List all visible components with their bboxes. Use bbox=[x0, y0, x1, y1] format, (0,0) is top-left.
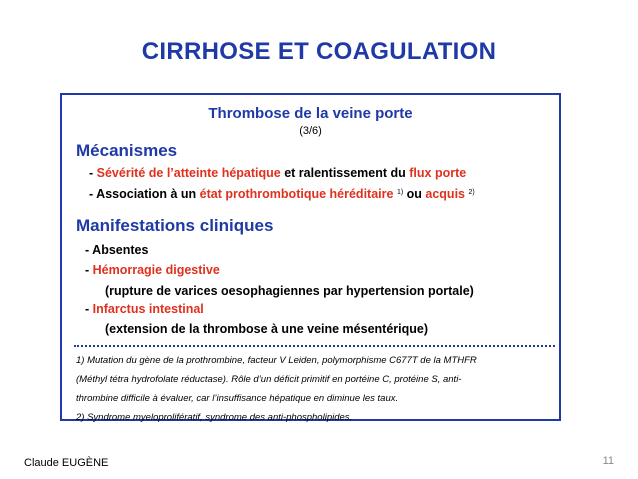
hemorragie-prefix: - bbox=[85, 263, 93, 277]
mechanism-1-highlight-1: Sévérité de l’atteinte hépatique bbox=[96, 166, 281, 180]
infarctus-label: Infarctus intestinal bbox=[92, 302, 204, 316]
section-subtitle: Thrombose de la veine porte bbox=[208, 105, 413, 122]
section-counter: (3/6) bbox=[299, 125, 322, 137]
footnote-line: 2) Syndrome myeloprolifératif, syndrome des anti-phospholipides. bbox=[76, 412, 353, 423]
footnote-line: 1) Mutation du gène de la prothrombine, facteur V Leiden, polymorphisme C677T de la MTHFR bbox=[76, 355, 477, 366]
mechanism-line-1 bbox=[89, 166, 466, 180]
mechanism-line-2 bbox=[89, 187, 475, 201]
mechanism-2-prefix: - Association à un bbox=[89, 187, 200, 201]
content-box bbox=[60, 93, 561, 421]
hemorragie-detail: (rupture de varices oesophagiennes par hypertension portale) bbox=[105, 284, 474, 298]
heading-manifestations: Manifestations cliniques bbox=[76, 216, 274, 235]
mechanism-1-middle: et ralentissement du bbox=[280, 166, 410, 180]
mechanism-1-prefix: - bbox=[89, 166, 97, 180]
author-name: Claude EUGÈNE bbox=[24, 457, 109, 469]
dotted-divider bbox=[74, 345, 555, 347]
slide-title: CIRRHOSE ET COAGULATION bbox=[141, 38, 497, 65]
footnotes bbox=[76, 351, 556, 427]
page-number: 11 bbox=[602, 455, 614, 467]
mechanism-2-middle: ou bbox=[403, 187, 426, 201]
manifestation-hemorragie bbox=[85, 263, 220, 277]
manifestation-absentes: - Absentes bbox=[85, 243, 149, 257]
footnote-line: thrombine difficile à évaluer, car l’insuffisance hépatique en diminue les taux. bbox=[76, 393, 399, 404]
footnote-ref-2: 2) bbox=[468, 189, 475, 196]
footnote-line: (Méthyl tétra hydrofolate réductase). Rôle d’un déficit primitif en portéine C, protéine S, anti- bbox=[76, 374, 462, 385]
infarctus-prefix: - bbox=[85, 302, 93, 316]
heading-mecanismes: Mécanismes bbox=[76, 141, 178, 160]
manifestation-infarctus bbox=[85, 302, 204, 316]
hemorragie-label: Hémorragie digestive bbox=[92, 263, 220, 277]
footnote-ref-1: 1) bbox=[396, 189, 404, 196]
infarctus-detail: (extension de la thrombose à une veine mésentérique) bbox=[105, 322, 429, 336]
mechanism-2-highlight-2: acquis bbox=[425, 187, 465, 201]
mechanism-2-highlight-1: état prothrombotique héréditaire bbox=[199, 187, 394, 201]
mechanism-1-highlight-2: flux porte bbox=[409, 166, 467, 180]
